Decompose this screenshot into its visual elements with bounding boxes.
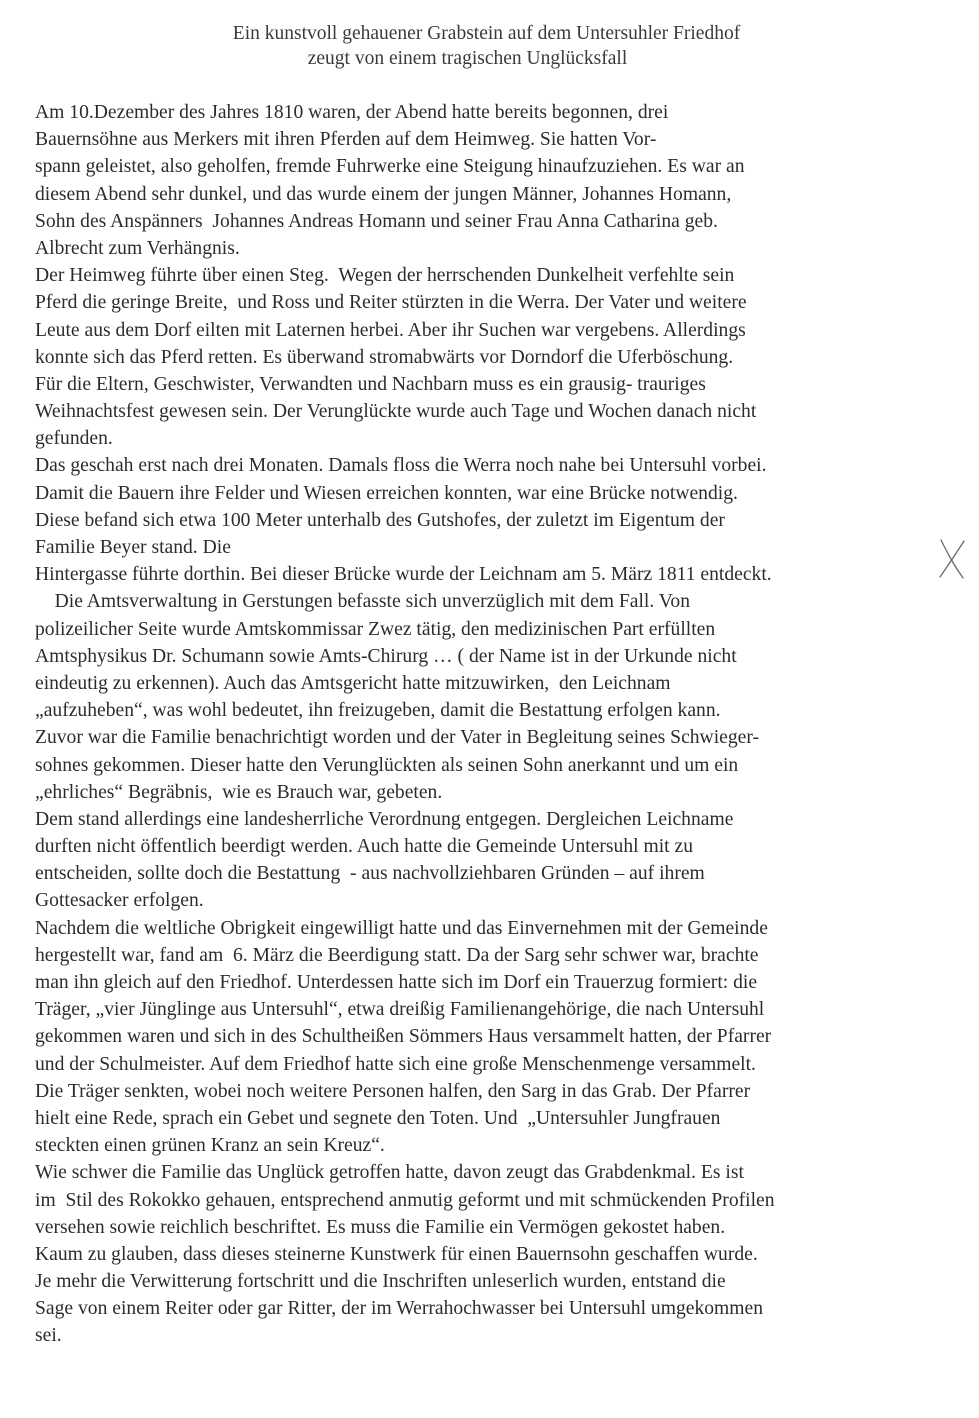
text-line: polizeilicher Seite wurde Amtskommissar Zwez tätig, den medizinischen Part erfüllten bbox=[35, 618, 716, 640]
text-line: Damit die Bauern ihre Felder und Wiesen erreichen konnten, war eine Brücke notwendig. bbox=[35, 482, 738, 504]
text-line: man ihn gleich auf den Friedhof. Unterdessen hatte sich im Dorf ein Trauerzug formiert: die bbox=[35, 972, 758, 993]
text-line: Hintergasse führte dorthin. Bei dieser Brücke wurde der Leichnam am 5. März 1811 entdeckt. bbox=[35, 564, 772, 586]
text-line: Die Träger senkten, wobei noch weitere Personen halfen, den Sarg in das Grab. Der Pfarrer bbox=[35, 1080, 751, 1102]
text-line: Pferd die geringe Breite, und Ross und Reiter stürzten in die Werra. Der Vater und weitere bbox=[35, 292, 747, 314]
text-line: „ehrliches“ Begräbnis, wie es Brauch war, gebeten. bbox=[35, 781, 443, 803]
text-line: Familie Beyer stand. Die bbox=[35, 537, 231, 558]
text-line: im Stil des Rokokko gehauen, entsprechend anmutig geformt und mit schmückenden Profilen bbox=[35, 1189, 775, 1211]
text-line: Je mehr die Verwitterung fortschritt und die Inschriften unleserlich wurden, entstand die bbox=[35, 1271, 726, 1293]
text-line: Bauernsöhne aus Merkers mit ihren Pferden auf dem Heimweg. Sie hatten Vor- bbox=[35, 129, 657, 151]
text-line: entscheiden, sollte doch die Bestattung - aus nachvollziehbaren Gründen – auf ihrem bbox=[35, 863, 705, 885]
text-line: sohnes gekommen. Dieser hatte den Verunglückten als seinen Sohn anerkannt und um ein bbox=[35, 754, 739, 776]
text-line: Weihnachtsfest gewesen sein. Der Verunglückte wurde auch Tage und Wochen danach nicht bbox=[35, 401, 757, 423]
text-line: Das geschah erst nach drei Monaten. Damals floss die Werra noch nahe bei Untersuhl vorbei. bbox=[35, 455, 767, 477]
text-line: „aufzuheben“, was wohl bedeutet, ihn freizugeben, damit die Bestattung erfolgen kann. bbox=[35, 700, 721, 722]
text-line: Leute aus dem Dorf eilten mit Laternen herbei. Aber ihr Suchen war vergebens. Allerdings bbox=[35, 319, 746, 341]
text-line: hielt eine Rede, sprach ein Gebet und segnete den Toten. Und „Untersuhler Jungfrauen bbox=[35, 1107, 721, 1129]
text-line: durften nicht öffentlich beerdigt werden. Auch hatte die Gemeinde Untersuhl mit zu bbox=[35, 836, 693, 858]
text-line: diesem Abend sehr dunkel, und das wurde einem der jungen Männer, Johannes Homann, bbox=[35, 183, 732, 205]
text-line: versehen sowie reichlich beschriftet. Es muss die Familie ein Vermögen gekostet haben. bbox=[35, 1216, 726, 1238]
text-line: eindeutig zu erkennen). Auch das Amtsgericht hatte mitzuwirken, den Leichnam bbox=[35, 672, 671, 694]
text-line: Träger, „vier Jünglinge aus Untersuhl“, etwa dreißig Familienangehörige, die nach Untersuhl bbox=[35, 999, 765, 1021]
text-line: Amtsphysikus Dr. Schumann sowie Amts-Chirurg … ( der Name ist in der Urkunde nicht bbox=[35, 645, 737, 667]
text-line: Diese befand sich etwa 100 Meter unterhalb des Gutshofes, der zuletzt im Eigentum der bbox=[35, 509, 725, 531]
text-line: Sage von einem Reiter oder gar Ritter, der im Werrahochwasser bei Untersuhl umgekommen bbox=[35, 1298, 764, 1320]
text-line: Wie schwer die Familie das Unglück getroffen hatte, davon zeugt das Grabdenkmal. Es ist bbox=[35, 1162, 744, 1184]
text-line: steckten einen grünen Kranz an sein Kreuz“. bbox=[35, 1135, 385, 1157]
text-line: konnte sich das Pferd retten. Es überwand stromabwärts vor Dorndorf die Uferböschung. bbox=[35, 346, 734, 368]
text-line: Dem stand allerdings eine landesherrliche Verordnung entgegen. Dergleichen Leichname bbox=[35, 808, 734, 830]
text-line: hergestellt war, fand am 6. März die Beerdigung statt. Da der Sarg sehr schwer war, brachte bbox=[35, 944, 759, 966]
text-line: Der Heimweg führte über einen Steg. Wegen der herrschenden Dunkelheit verfehlte sein bbox=[35, 265, 735, 287]
text-line: und der Schulmeister. Auf dem Friedhof hatte sich eine große Menschenmenge versammelt. bbox=[35, 1053, 756, 1075]
text-line: Gottesacker erfolgen. bbox=[35, 890, 204, 912]
text-line: sei. bbox=[35, 1325, 62, 1347]
document-title-line-1: Ein kunstvoll gehauener Grabstein auf dem Untersuhler Friedhof bbox=[232, 23, 741, 44]
text-line: gefunden. bbox=[35, 428, 113, 450]
handwritten-x-mark-icon bbox=[937, 538, 967, 580]
text-line: Nachdem die weltliche Obrigkeit eingewilligt hatte und das Einvernehmen mit der Gemeinde bbox=[35, 917, 768, 939]
text-line: Albrecht zum Verhängnis. bbox=[35, 237, 240, 259]
document-title-line-2: zeugt von einem tragischen Unglücksfall bbox=[307, 48, 628, 69]
text-line: gekommen waren und sich in des Schultheißen Sömmers Haus versammelt hatten, der Pfarrer bbox=[35, 1026, 772, 1048]
text-line: Am 10.Dezember des Jahres 1810 waren, der Abend hatte bereits begonnen, drei bbox=[35, 102, 669, 123]
text-line: Für die Eltern, Geschwister, Verwandten und Nachbarn muss es ein grausig- trauriges bbox=[35, 373, 706, 395]
text-line: spann geleistet, also geholfen, fremde Fuhrwerke eine Steigung hinaufzuziehen. Es war an bbox=[35, 156, 745, 178]
article-body bbox=[35, 99, 955, 1350]
text-line: Kaum zu glauben, dass dieses steinerne Kunstwerk für einen Bauernsohn geschaffen wurde. bbox=[35, 1243, 758, 1265]
text-line: Die Amtsverwaltung in Gerstungen befasste sich unverzüglich mit dem Fall. Von bbox=[35, 591, 691, 613]
text-line: Sohn des Anspänners Johannes Andreas Homann und seiner Frau Anna Catharina geb. bbox=[35, 210, 718, 232]
text-line: Zuvor war die Familie benachrichtigt worden und der Vater in Begleitung seines Schwieger- bbox=[35, 727, 760, 749]
